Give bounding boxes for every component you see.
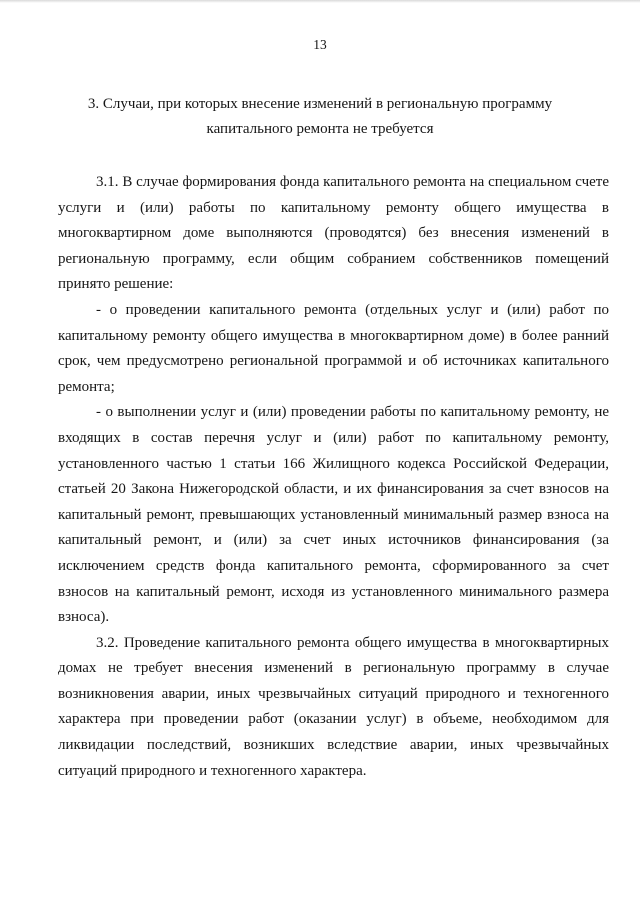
paragraph-3-1: 3.1. В случае формирования фонда капитального ремонта на специальном счете услуги и (или) работы по капитальному ремонту общего имущества в многоквартирном доме выполняются (проводятся) без внесения изменений в региональную программу, если общим собранием собственников помещений принято решение: <box>58 174 609 293</box>
paragraph-3-2: 3.2. Проведение капитального ремонта общего имущества в многоквартирных домах не требует внесения изменений в региональную программу в случае возникновения аварии, иных чрезвычайных ситуаций природного и техногенного характера при проведении работ (оказании услуг) в объеме, необходимом для ликвидации последствий, возникших вследствие аварии, иных чрезвычайных ситуаций природного и техногенного характера. <box>58 634 609 779</box>
section-heading-line-1: 3. Случаи, при которых внесение изменений в региональную программу <box>87 96 553 112</box>
paragraph-early-repair-item: - о проведении капитального ремонта (отдельных услуг и (или) работ по капитальному ремонту общего имущества в многоквартирном доме) в более ранний срок, чем предусмотрено региональной программой и об источниках капитального ремонта; <box>58 301 609 395</box>
page-top-edge <box>0 0 640 3</box>
page-number: 13 <box>313 37 327 52</box>
document-body <box>58 170 609 784</box>
section-heading-line-2: капитального ремонта не требуется <box>206 121 434 137</box>
paragraph-additional-works-item: - о выполнении услуг и (или) проведении работы по капитальному ремонту, не входящих в состав перечня услуг и (или) работ по капитальному ремонту, установленного частью 1 статьи 166 Жилищного кодекса Российской Федерации, статьей 20 Закона Нижегородской области, и их финансирования за счет взносов на капитальный ремонт, превышающих установленный минимальный размер взноса на капитальный ремонт, и (или) за счет иных источников финансирования (за исключением средств фонда капитального ремонта, сформированного за счет взносов на капитальный ремонт, исходя из установленного минимального размера взноса). <box>58 404 609 626</box>
section-heading <box>60 92 580 142</box>
